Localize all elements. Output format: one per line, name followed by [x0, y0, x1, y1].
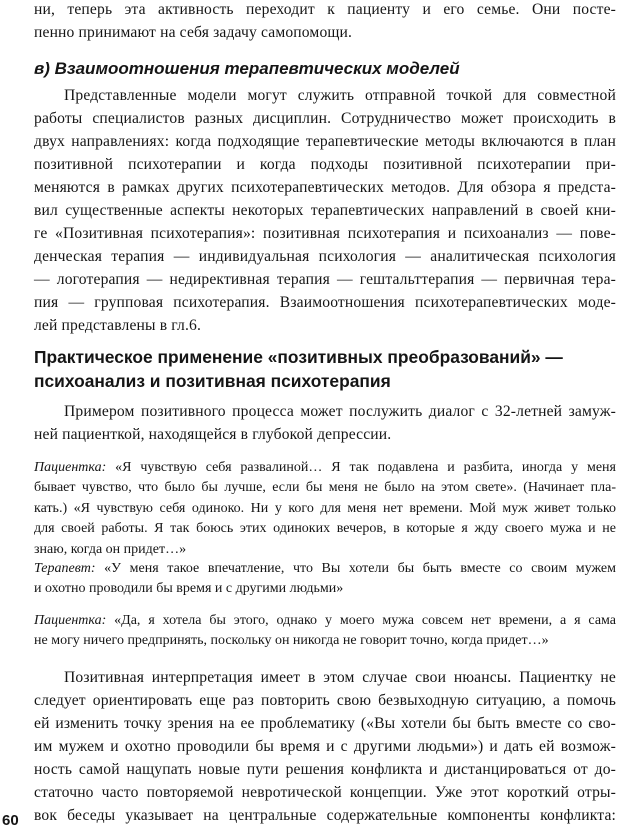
heading-line: Практическое применение «позитивных преобразований» —	[34, 347, 563, 367]
text-line: пенно принимают на себя задачу самопомощи.	[34, 24, 353, 41]
text-line	[34, 458, 616, 478]
text-line: работы специалистов разных дисциплин. Сотрудничество может происходить в	[34, 110, 616, 127]
section-b-paragraph	[34, 84, 616, 337]
text-line: кать.) «Я чувствую себя одиноко. Ни у кого для меня нет времени. Мой муж живет только	[34, 500, 616, 516]
text-line: знаю, когда он придет…»	[34, 541, 187, 557]
text-line: бывает чувство, что было бы лучше, если бы меня не было на этом свете». (Начинает пла-	[34, 480, 616, 496]
text-line: ни, теперь эта активность переходит к пациенту и его семье. Они посте-	[34, 1, 616, 18]
dialogue-patient-2	[34, 611, 616, 652]
speaker-label: Терапевт:	[34, 561, 96, 576]
text-line: для своей работы. Я так боюсь этих одиноких вечеров, в которые я жду своего мужа и не	[34, 521, 616, 537]
text-line: вок беседы указывает на центральные содержательные компоненты конфликта:	[34, 807, 616, 824]
dialogue-therapist	[34, 559, 616, 600]
text-line: Позитивная интерпретация имеет в этом случае свои нюансы. Пациентку не	[64, 669, 616, 686]
text-line	[34, 611, 616, 631]
text-line: двух направлениях: когда подходящие терапевтические методы включаются в план	[34, 133, 616, 150]
section-b-heading: в) Взаимоотношения терапевтических моделей	[34, 59, 460, 78]
text-line: и охотно проводили бы время и с другими людьми»	[34, 581, 344, 597]
dialogue-patient-1	[34, 458, 616, 560]
continued-paragraph	[34, 0, 616, 44]
text-line: им мужем и охотно проводили бы время и с другими людьми») и дать ей возмож-	[34, 738, 616, 755]
text-line: денческая терапия — индивидуальная психология — аналитическая психология	[34, 248, 616, 265]
intro-paragraph	[34, 400, 616, 446]
text-line: пия — групповая психотерапия. Взаимоотношения психотерапевтических моде-	[34, 294, 616, 311]
text-line: ге «Позитивная психотерапия»: позитивная психотерапия и психоанализ — пове-	[34, 225, 616, 242]
text-line: меняются в рамках других психотерапевтических методов. Для обзора я предста-	[34, 179, 616, 196]
speaker-label: Пациентка:	[34, 460, 107, 475]
text-line: следует ориентировать еще раз повторить свою безвыходную ситуацию, а помочь	[34, 692, 616, 709]
speech: «У меня такое впечатление, что Вы хотели бы быть вместе со своим мужем	[104, 561, 617, 576]
speech: «Да, я хотела бы этого, однако у моего мужа совсем нет времени, а я сама	[114, 613, 617, 628]
page-number: 60	[2, 812, 19, 829]
text-line: Примером позитивного процесса может послужить диалог с 32-летней замуж-	[64, 403, 616, 420]
section-practical-heading	[34, 345, 616, 393]
text-line: статочно часто повторяемой невротической концепции. Уже этот короткий отры-	[34, 784, 616, 801]
text-line: ность самой нащупать новые пути решения конфликта и дистанцироваться от до-	[34, 761, 616, 778]
text-line: не могу ничего предпринять, поскольку он никогда не говорит точно, когда придет…»	[34, 633, 549, 649]
speech: «Я чувствую себя развалиной… Я так подавлена и разбита, иногда у меня	[115, 460, 616, 475]
text-line: ней пациенткой, находящейся в глубокой депрессии.	[34, 426, 392, 443]
text-line: — логотерапия — недирективная терапия — гештальттерапия — первичная тера-	[34, 271, 616, 288]
closing-paragraph	[34, 666, 616, 827]
text-line: позитивной психотерапии и когда подходы позитивной психотерапии при-	[34, 156, 616, 173]
text-line: Представленные модели могут служить отправной точкой для совместной	[64, 87, 616, 104]
text-line	[34, 559, 616, 579]
speaker-label: Пациентка:	[34, 613, 107, 628]
heading-line: психоанализ и позитивная психотерапия	[34, 371, 391, 391]
text-line: вил существенные аспекты некоторых терапевтических направлений в своей кни-	[34, 202, 616, 219]
text-line: лей представлены в гл.6.	[34, 317, 202, 334]
text-line: ей изменить точку зрения на ее проблематику («Вы хотели бы быть вместе со сво-	[34, 715, 616, 732]
